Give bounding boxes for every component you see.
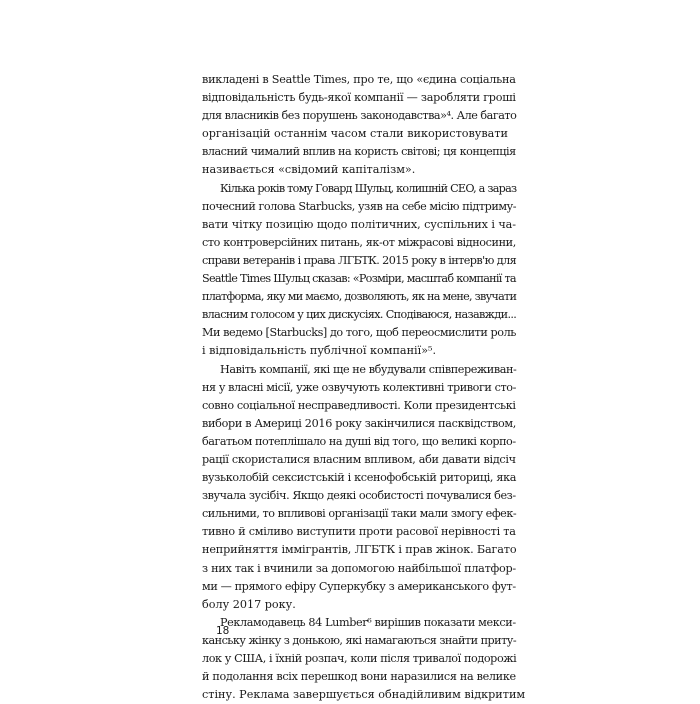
text-line: відповідальність будь-якої компанії — заробляти гроші: [202, 91, 516, 105]
text-line: організацій останнім часом стали використовувати: [202, 127, 508, 141]
text-line: звучала зусібіч. Якщо деякі особистості почувалися без-: [202, 489, 516, 503]
paragraph-start-line: Кілька років тому Говард Шульц, колишній CEO, а зараз: [220, 181, 517, 195]
text-line: називається «свідомий капіталізм».: [202, 163, 416, 177]
text-line: і відповідальність публічної компанії»⁵.: [202, 344, 437, 358]
text-line: Seattle Times Шульц сказав: «Розміри, масштаб компанії та: [202, 272, 516, 286]
text-line: стіну. Реклама завершується обнадійливим відкритим: [202, 688, 526, 702]
text-line: ми — прямого ефіру Суперкубку з американського фут-: [202, 579, 516, 593]
text-line: тивно й сміливо виступити проти расової нерівності та: [202, 525, 516, 539]
text-line: сильними, то впливові організації таки мали змогу ефек-: [202, 507, 517, 521]
page-number: 18: [216, 625, 230, 637]
text-line: вати чітку позицію щодо політичних, суспільних і ча-: [202, 217, 516, 231]
text-line: власний чималий вплив на користь світові; ця концепція: [202, 145, 516, 159]
text-line: багатьом потеплішало на душі від того, що великі корпо-: [202, 434, 516, 448]
text-line: совно соціальної несправедливості. Коли президентські: [202, 398, 516, 412]
text-line: справи ветеранів і права ЛГБТК. 2015 року в інтерв'ю для: [202, 253, 517, 267]
text-line: канську жінку з донькою, які намагаються знайти приту-: [202, 633, 517, 647]
text-line: платформа, яку ми маємо, дозволяють, як на мене, звучати: [202, 290, 517, 304]
text-line: ня у власні місії, уже озвучують колективні тривоги сто-: [202, 380, 516, 394]
paragraph-start-line: Навіть компанії, які ще не вбудували співпереживан-: [220, 362, 517, 376]
text-line: неприйняття іммігрантів, ЛГБТК і прав жінок. Багато: [202, 543, 517, 557]
text-line: рації скористалися власним впливом, аби давати відсіч: [202, 452, 516, 466]
text-line: власним голосом у цих дискусіях. Сподіваюся, назавжди...: [202, 308, 517, 322]
text-line: вузьколобій сексистській і ксенофобській риториці, яка: [202, 471, 517, 485]
paragraph-start-line: Рекламодавець 84 Lumber⁶ вирішив показати мекси-: [220, 615, 516, 629]
body-text: [202, 71, 526, 704]
text-line: з них так і вчинили за допомогою найбільшої платфор-: [202, 561, 516, 575]
text-line: вибори в Америці 2016 року закінчилися пасквідством,: [202, 416, 517, 430]
text-line: болу 2017 року.: [202, 597, 296, 611]
text-line: лок у США, і їхній розпач, коли після тривалої подорожі: [202, 652, 517, 665]
text-line: почесний голова Starbucks, узяв на себе місію підтриму-: [202, 199, 517, 213]
text-line: викладені в Seattle Times, про те, що «єдина соціальна: [202, 73, 516, 86]
text-line: Ми ведемо [Starbucks] до того, щоб переосмислити роль: [202, 326, 516, 340]
text-line: для власників без порушень законодавства»⁴. Але багато: [202, 109, 517, 123]
text-line: сто контроверсійних питань, як-от міжрасові відносини,: [202, 235, 516, 249]
text-line: й подолання всіх перешкод вони наразилися на велике: [202, 670, 516, 684]
